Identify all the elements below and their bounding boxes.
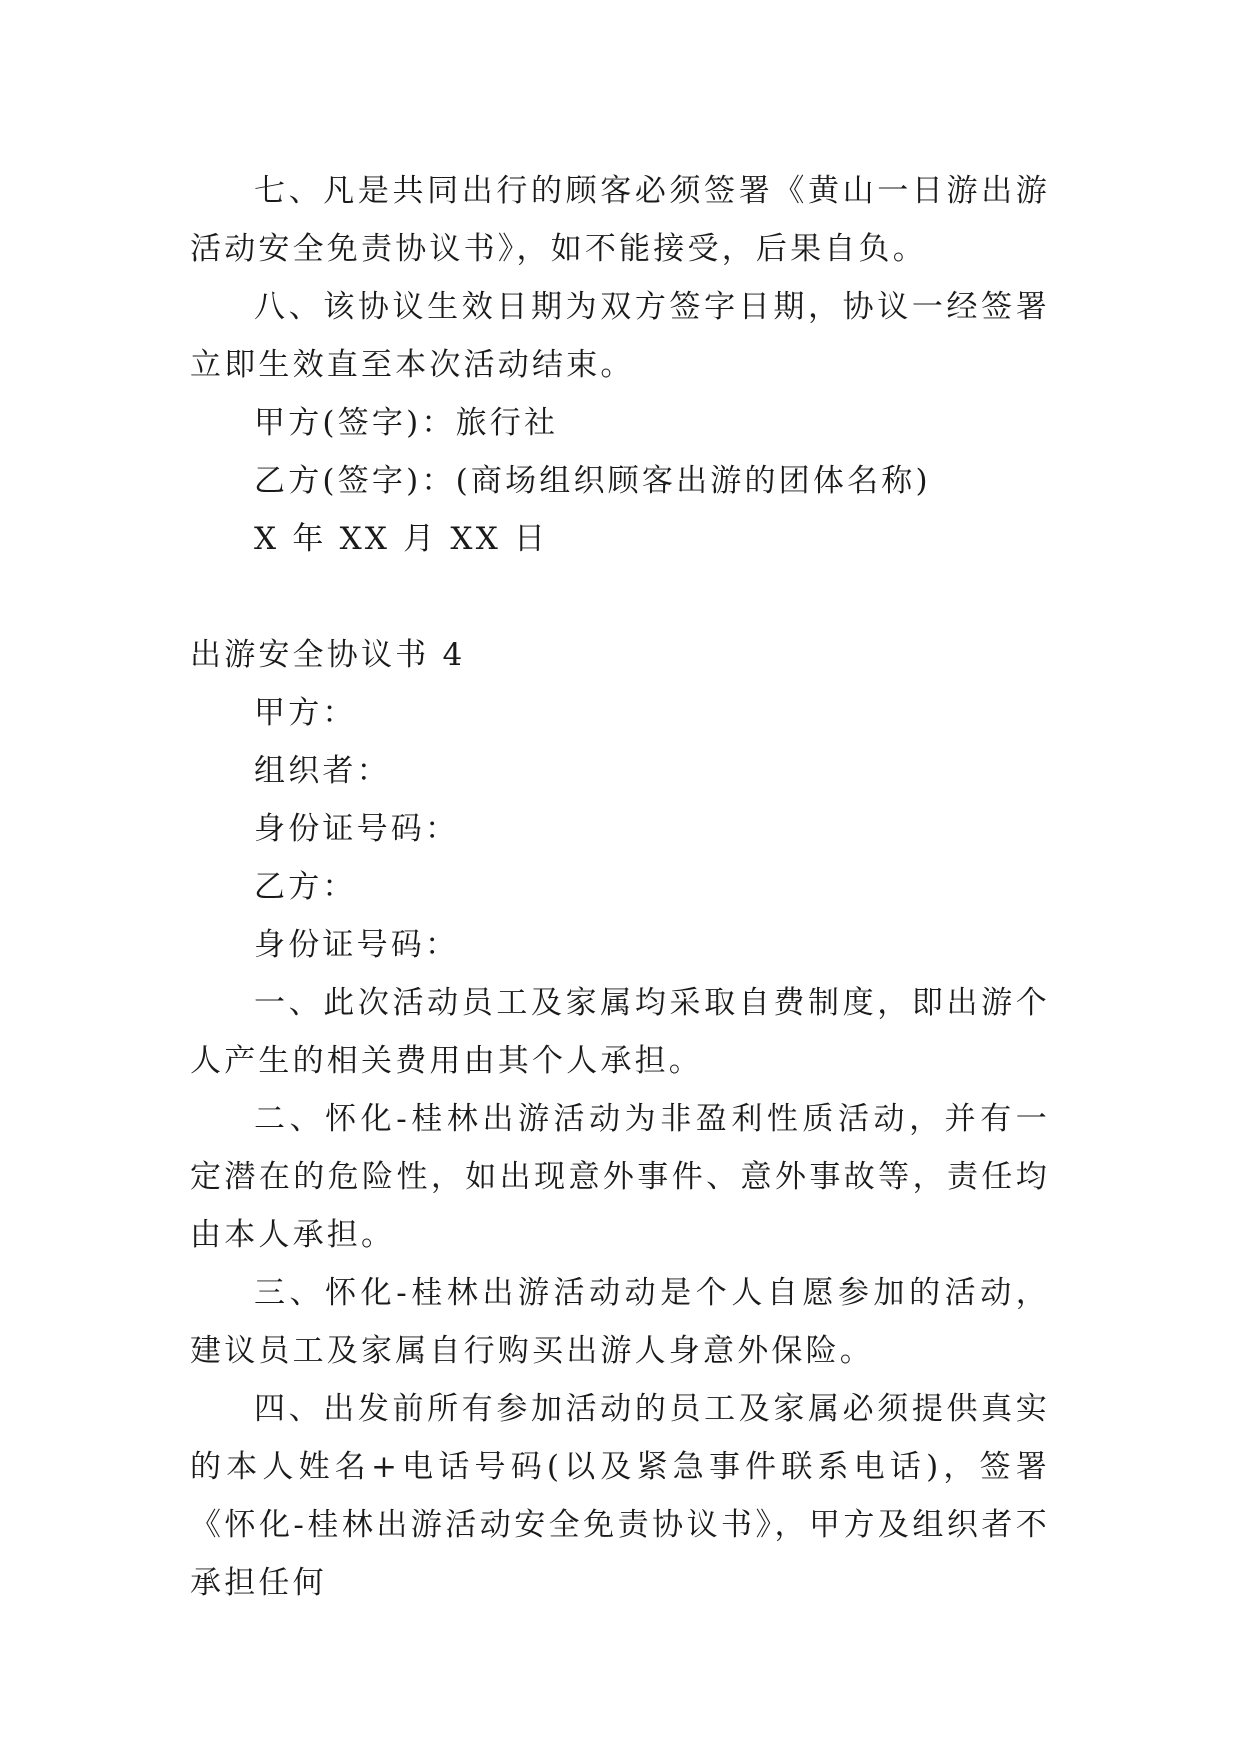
party-a-field: 甲方： — [254, 695, 357, 731]
agreement-date: X 年 XX 月 XX 日 — [254, 521, 549, 557]
clause-three: 三、怀化-桂林出游活动动是个人自愿参加的活动，建议员工及家属自行购买出游人身意外保险。 — [190, 1275, 1050, 1369]
clause-eight: 八、该协议生效日期为双方签字日期，协议一经签署立即生效直至本次活动结束。 — [190, 289, 1050, 383]
clause-four: 四、出发前所有参加活动的员工及家属必须提供真实的本人姓名+电话号码(以及紧急事件联系电话)，签署《怀化-桂林出游活动安全免责协议书》，甲方及组织者不承担任何 — [190, 1391, 1050, 1601]
id-number-field: 身份证号码： — [254, 811, 460, 847]
id-number-field-b: 身份证号码： — [254, 927, 460, 963]
section-title: 出游安全协议书 4 — [190, 637, 466, 673]
section-gap — [190, 568, 1050, 626]
document-page — [190, 162, 1050, 1612]
clause-one: 一、此次活动员工及家属均采取自费制度，即出游个人产生的相关费用由其个人承担。 — [190, 985, 1050, 1079]
clause-two: 二、怀化-桂林出游活动为非盈利性质活动，并有一定潜在的危险性，如出现意外事件、意外事故等，责任均由本人承担。 — [190, 1101, 1050, 1253]
party-b-field: 乙方： — [254, 869, 357, 905]
organizer-field: 组织者： — [254, 753, 391, 789]
party-a-signature: 甲方(签字)：旅行社 — [254, 405, 559, 441]
party-b-signature: 乙方(签字)：(商场组织顾客出游的团体名称) — [254, 463, 931, 499]
clause-seven: 七、凡是共同出行的顾客必须签署《黄山一日游出游活动安全免责协议书》，如不能接受，后果自负。 — [190, 173, 1050, 267]
